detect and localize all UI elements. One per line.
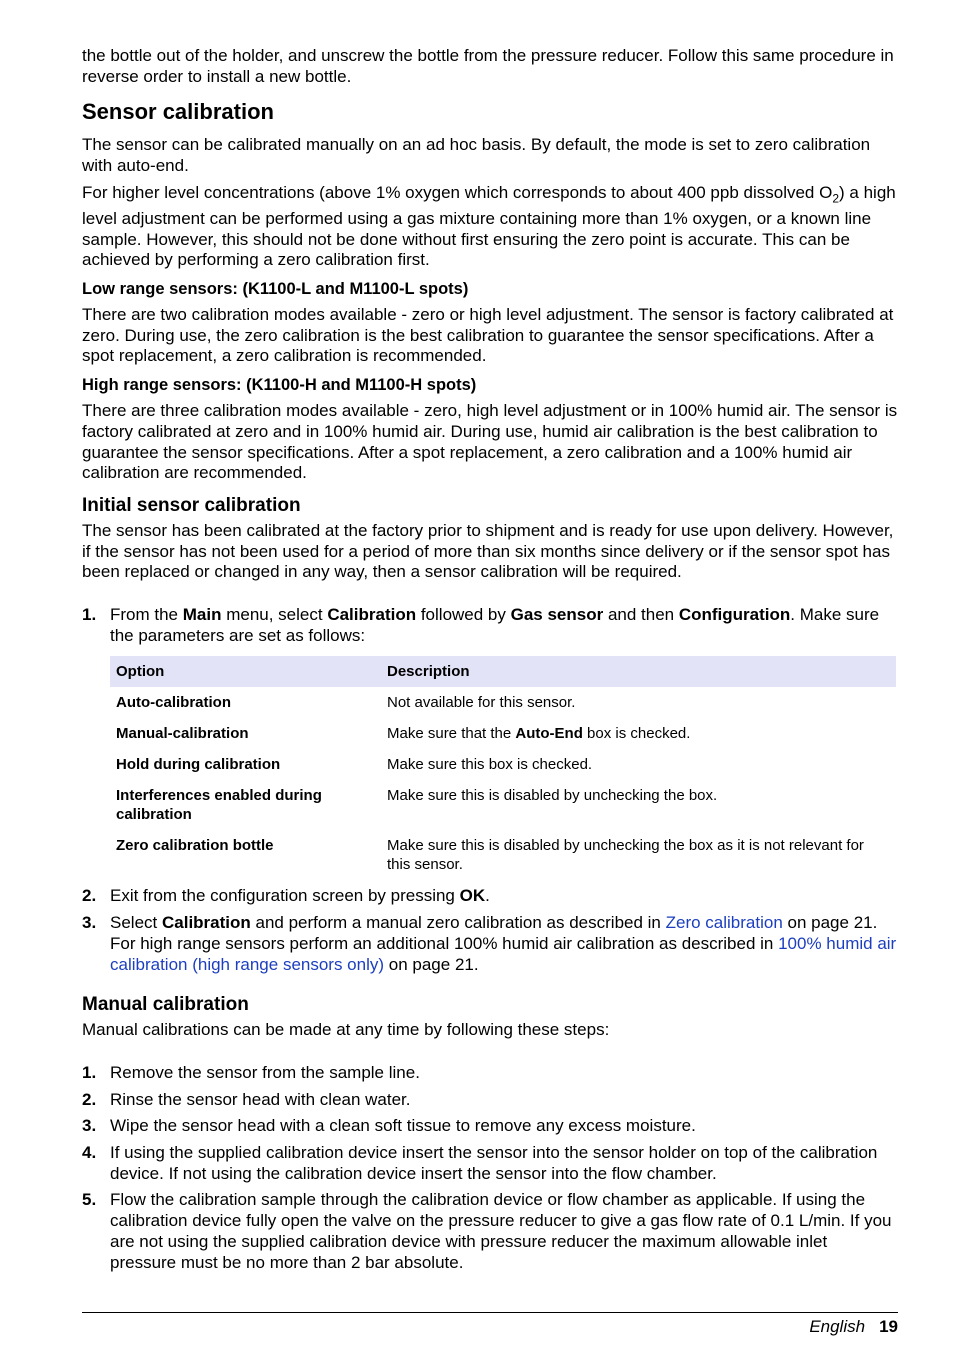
list-item: 3. Select Calibration and perform a manual zero calibration as described in Zero calibration on page 21. For high range sensors perform an additional 100% humid air calibration as described in 100% humid air calibration (high range sensors only) on page 21. <box>82 913 897 974</box>
table-row: Manual-calibration Make sure that the Auto-End box is checked. <box>116 725 691 743</box>
zero-calibration-link[interactable]: Zero calibration <box>665 913 783 933</box>
page-footer <box>82 1312 898 1337</box>
document-page <box>82 46 898 1279</box>
step-number: 4. <box>82 1143 97 1163</box>
list-item: 1. From the Main menu, select Calibration followed by Gas sensor and then Configuration. Make sure the parameters are set as follows: Option Description Auto-calibration Not available for this sensor. Manual-calibration Make sure that the Auto-End box is checked. Hold during calibration Make sure this box is checked. Interferences enabled during calibration Make sure this is disabled by unchecking the box. Zero calibration bottle Make sure this is disabled by unchecking the box as it is not relevant for this sensor. <box>82 605 898 880</box>
manual-steps-list <box>82 1063 898 1273</box>
humid-air-calibration-link[interactable]: 100% humid air calibration (high range sensors only) <box>110 933 897 974</box>
sensor-calibration-heading: Sensor calibration <box>82 99 274 125</box>
sensor-calibration-paragraph-2 <box>82 183 898 271</box>
step-number: 3. <box>82 1116 97 1136</box>
p2-text-b: ) a high level adjustment can be performed using a gas mixture containing more than 1% oxygen, or a known line sample. However, this should not be done without first ensuring the zero point is accurate. This can be achieved by performing a zero calibration first. <box>82 182 896 270</box>
step-number: 1. <box>82 1062 97 1082</box>
table-row: Auto-calibration Not available for this sensor. <box>116 694 576 712</box>
footer-language: English <box>809 1317 866 1336</box>
low-range-heading: Low range sensors: (K1100-L and M1100-L spots) <box>82 280 469 299</box>
initial-steps-list <box>82 605 898 975</box>
list-item: 2. Exit from the configuration screen by pressing OK. <box>82 886 490 906</box>
intro-continued-paragraph: the bottle out of the holder, and unscrew the bottle from the pressure reducer. Follow this same procedure in reverse order to install a new bottle. <box>82 46 894 86</box>
table-row: Interferences enabled during calibration Make sure this is disabled by unchecking the box. <box>116 787 718 824</box>
step-number: 1. <box>82 605 97 625</box>
page-number: 19 <box>879 1317 898 1336</box>
column-header-option: Option <box>110 656 381 687</box>
list-item: 2. Rinse the sensor head with clean water. <box>82 1089 411 1109</box>
list-item: 5. Flow the calibration sample through the calibration device or flow chamber as applicable. If using the calibration device fully open the valve on the pressure reducer to give a gas flow rate of 0.1 L/min. If you are not using the supplied calibration device with pressure reducer the maximum allowable inlet pressure must be no more than 2 bar absolute. <box>82 1190 892 1272</box>
step-number: 2. <box>82 886 97 906</box>
step-number: 2. <box>82 1089 97 1109</box>
p2-text-a: For higher level concentrations (above 1% oxygen which corresponds to about 400 ppb dissolved O <box>82 182 833 202</box>
manual-calibration-heading: Manual calibration <box>82 994 249 1016</box>
sensor-calibration-paragraph-1: The sensor can be calibrated manually on an ad hoc basis. By default, the mode is set to zero calibration with auto-end. <box>82 135 871 176</box>
list-item: 4. If using the supplied calibration device insert the sensor into the sensor holder on top of the calibration device. If not using the calibration device insert the sensor into the flow chamber. <box>82 1143 878 1183</box>
manual-calibration-paragraph: Manual calibrations can be made at any time by following these steps: <box>82 1020 610 1040</box>
column-header-description: Description <box>381 656 896 687</box>
high-range-paragraph: There are three calibration modes available - zero, high level adjustment or in 100% humid air. The sensor is factory calibrated at zero and in 100% humid air. During use, humid air calibration is the best calibration to guarantee the sensor specifications. After a spot replacement, a zero calibration and a 100% humid air calibration are recommended. <box>82 401 898 483</box>
high-range-heading: High range sensors: (K1100-H and M1100-H spots) <box>82 376 477 395</box>
configuration-table <box>110 656 896 880</box>
table-row: Hold during calibration Make sure this box is checked. <box>116 756 593 774</box>
list-item: 1. Remove the sensor from the sample line. <box>82 1062 420 1082</box>
initial-calibration-heading: Initial sensor calibration <box>82 494 301 516</box>
table-row: Zero calibration bottle Make sure this is disabled by unchecking the box as it is not relevant for this sensor. <box>116 837 864 874</box>
list-item: 3. Wipe the sensor head with a clean soft tissue to remove any excess moisture. <box>82 1116 696 1136</box>
p2-subscript: 2 <box>832 191 840 206</box>
step-number: 5. <box>82 1190 97 1210</box>
table-header-row <box>110 656 896 687</box>
initial-calibration-paragraph: The sensor has been calibrated at the factory prior to shipment and is ready for use upon delivery. However, if the sensor has not been used for a period of more than six months since delivery or if the sensor spot has been replaced or changed in any way, then a sensor calibration will be required. <box>82 520 894 582</box>
low-range-paragraph: There are two calibration modes available - zero or high level adjustment. The sensor is factory calibrated at zero. During use, the zero calibration is the best calibration to guarantee the sensor specifications. After a spot replacement, a zero calibration is recommended. <box>82 305 894 366</box>
step-number: 3. <box>82 913 97 933</box>
